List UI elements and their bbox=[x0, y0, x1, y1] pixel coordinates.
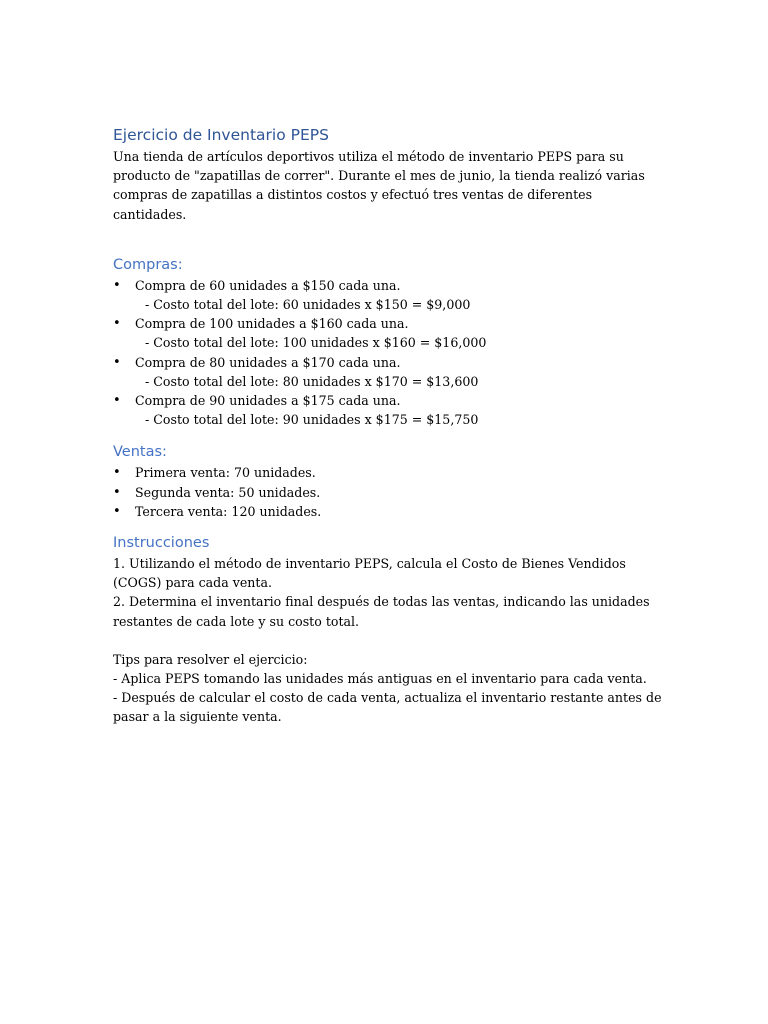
bullet-icon: • bbox=[113, 277, 121, 293]
bullet-icon: • bbox=[113, 503, 121, 519]
venta-item-2 bbox=[113, 483, 663, 502]
bullet-icon: • bbox=[113, 316, 121, 332]
venta-text: Segunda venta: 50 unidades. bbox=[135, 484, 321, 500]
bullet-icon: • bbox=[113, 484, 121, 500]
document-title: Ejercicio de Inventario PEPS bbox=[113, 126, 329, 144]
ventas-heading: Ventas: bbox=[113, 444, 167, 461]
compra-detail: - Costo total del lote: 100 unidades x $160 = $16,000 bbox=[145, 335, 487, 351]
venta-item-1 bbox=[113, 463, 663, 482]
bullet-icon: • bbox=[113, 393, 121, 409]
compra-item-3 bbox=[113, 353, 663, 391]
tips-heading: Tips para resolver el ejercicio: bbox=[113, 651, 308, 667]
compra-detail: - Costo total del lote: 90 unidades x $175 = $15,750 bbox=[145, 412, 479, 428]
compra-text: Compra de 60 unidades a $150 cada una. bbox=[135, 277, 401, 293]
compra-text: Compra de 90 unidades a $175 cada una. bbox=[135, 393, 401, 409]
compra-detail: - Costo total del lote: 60 unidades x $150 = $9,000 bbox=[145, 297, 471, 313]
ventas-list bbox=[113, 463, 663, 521]
compra-item-1 bbox=[113, 276, 663, 314]
tip-2: - Después de calcular el costo de cada venta, actualiza el inventario restante antes de pasar a la siguiente venta. bbox=[113, 690, 662, 725]
venta-text: Tercera venta: 120 unidades. bbox=[135, 503, 322, 519]
compras-list bbox=[113, 276, 663, 430]
compras-heading: Compras: bbox=[113, 256, 183, 273]
compra-item-4 bbox=[113, 391, 663, 429]
bullet-icon: • bbox=[113, 354, 121, 370]
venta-text: Primera venta: 70 unidades. bbox=[135, 465, 316, 481]
intro-paragraph: Una tienda de artículos deportivos utiliza el método de inventario PEPS para su producto de "zapatillas de correr". Durante el mes de junio, la tienda realizó varias compras de zapatillas a distintos costos y efectuó tres ventas de diferentes cantidades. bbox=[113, 149, 645, 222]
tip-1: - Aplica PEPS tomando las unidades más antiguas en el inventario para cada venta. bbox=[113, 671, 647, 687]
instrucciones-heading: Instrucciones bbox=[113, 535, 210, 552]
bullet-icon: • bbox=[113, 465, 121, 481]
compra-text: Compra de 80 unidades a $170 cada una. bbox=[135, 354, 401, 370]
instruction-step-2: 2. Determina el inventario final después de todas las ventas, indicando las unidades restantes de cada lote y su costo total. bbox=[113, 594, 650, 629]
compra-detail: - Costo total del lote: 80 unidades x $170 = $13,600 bbox=[145, 373, 479, 389]
compra-text: Compra de 100 unidades a $160 cada una. bbox=[135, 316, 409, 332]
document-page bbox=[113, 124, 663, 727]
compra-item-2 bbox=[113, 314, 663, 352]
venta-item-3 bbox=[113, 502, 663, 521]
instruction-step-1: 1. Utilizando el método de inventario PEPS, calcula el Costo de Bienes Vendidos (COGS) para cada venta. bbox=[113, 556, 626, 591]
